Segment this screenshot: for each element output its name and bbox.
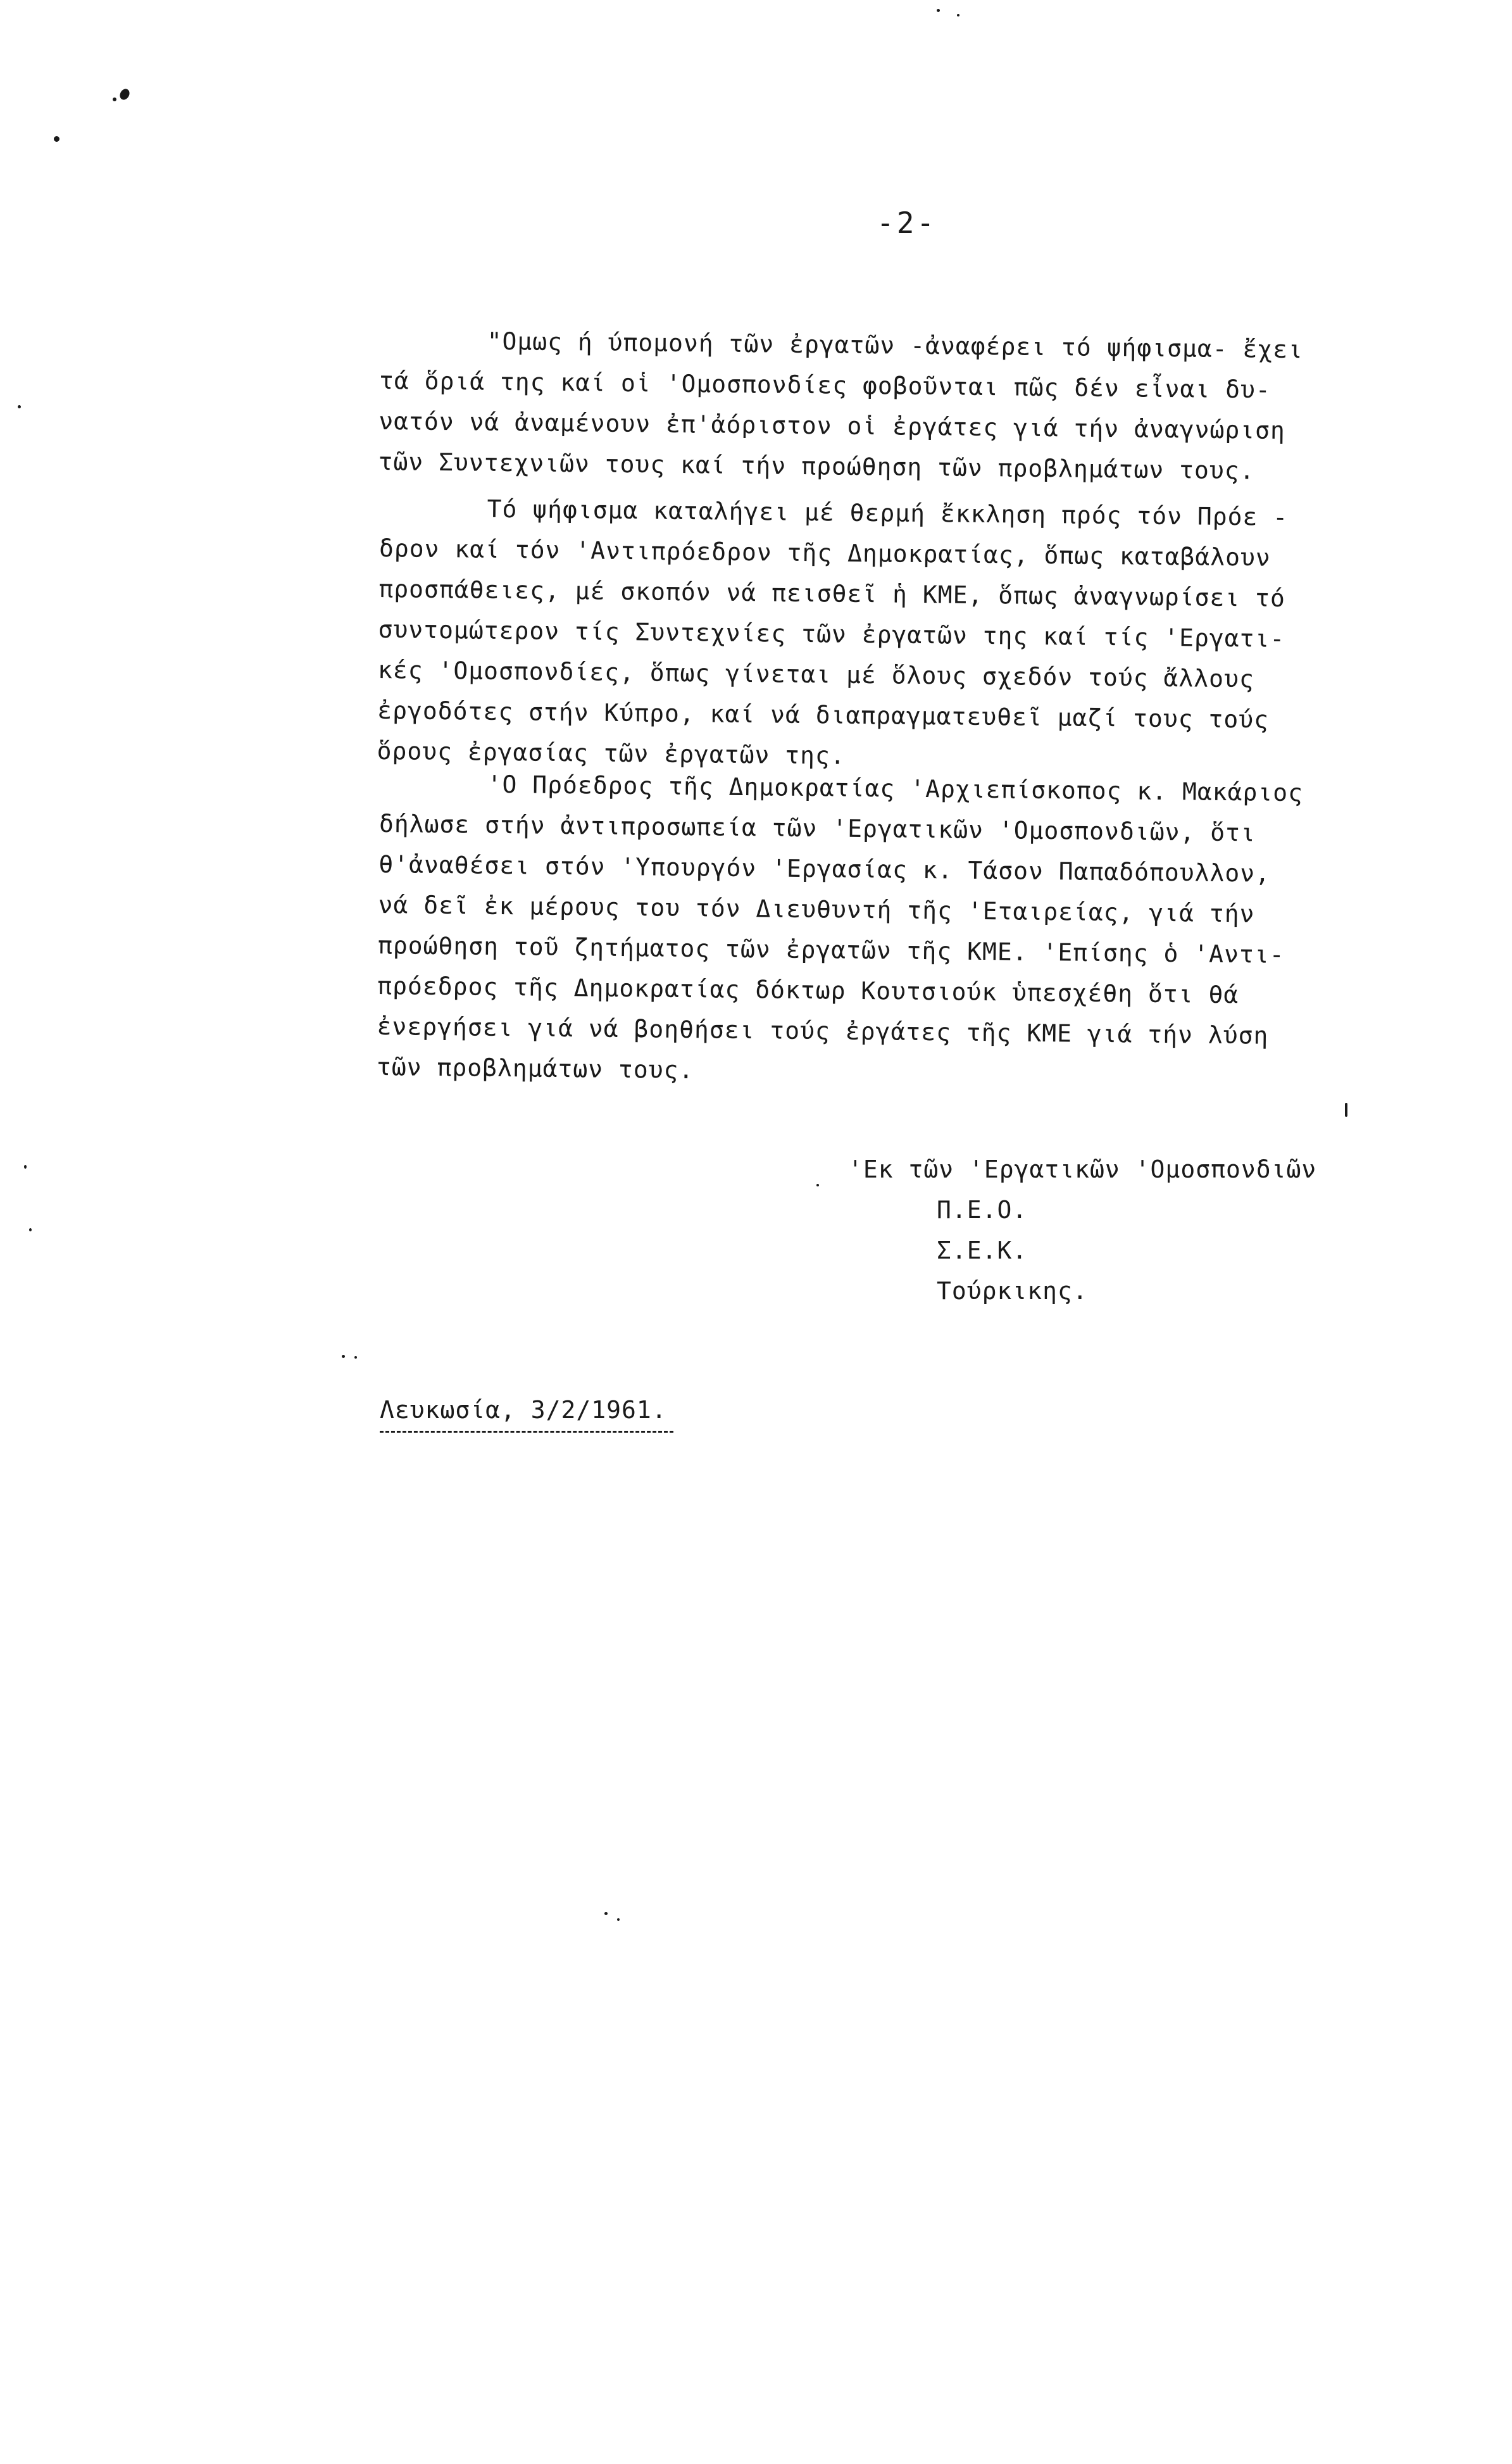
paragraph-line: ὅρους ἐργασίας τῶν ἐργατῶν της. xyxy=(377,736,846,770)
scan-speck xyxy=(816,1184,819,1186)
scan-speck xyxy=(617,1918,620,1921)
paragraph-line: δρον καί τόν 'Αντιπρόεδρον τῆς Δημοκρατίας, ὅπως καταβάλουν xyxy=(378,534,1271,572)
scan-speck xyxy=(24,1165,27,1169)
scan-speck xyxy=(118,87,131,102)
paragraph-president-statement xyxy=(377,763,1418,1098)
paragraph-line: "Ομως ή ύπομονή τῶν ἐργατῶν -ἀναφέρει τό ψήφισμα- ἔχει xyxy=(487,327,1304,364)
dateline-underline xyxy=(380,1431,673,1433)
paragraph-line: Τό ψήφισμα καταλήγει μέ θερμή ἔκκληση πρός τόν Πρόε - xyxy=(487,494,1289,532)
scan-speck xyxy=(29,1228,32,1231)
scan-speck xyxy=(113,97,116,101)
scan-speck xyxy=(937,9,940,12)
paragraph-line: νατόν νά ἀναμένουν ἐπ'ἀόριστον οἱ ἐργάτες γιά τήν ἀναγνώριση xyxy=(378,406,1286,444)
scan-speck xyxy=(1345,1103,1347,1117)
signature-org-sek: Σ.Ε.Κ. xyxy=(937,1236,1028,1264)
paragraph-line: δήλωσε στήν ἀντιπροσωπεία τῶν 'Εργατικῶν 'Ομοσπονδιῶν, ὅτι xyxy=(378,809,1256,847)
paragraph-line: προσπάθειες, μέ σκοπόν νά πεισθεῖ ἡ ΚΜΕ, ὅπως ἀναγνωρίσει τό xyxy=(378,574,1286,612)
paragraph-line: κές 'Ομοσπονδίες, ὅπως γίνεται μέ ὅλους σχεδόν τούς ἄλλους xyxy=(377,655,1255,693)
dateline xyxy=(380,1396,667,1424)
dateline-text: Λευκωσία, 3/2/1961. xyxy=(380,1396,667,1424)
paragraph-line: ἐνεργήσει γιά νά βοηθήσει τούς ἐργάτες τῆς ΚΜΕ γιά τήν λύση xyxy=(377,1012,1269,1050)
scan-speck xyxy=(18,405,21,408)
paragraph-line: θ'ἀναθέσει στόν 'Υπουργόν 'Εργασίας κ. Τάσον Παπαδόπουλλον, xyxy=(378,850,1271,888)
paragraph-line: τά ὅριά της καί οἱ 'Ομοσπονδίες φοβοῦνται πῶς δέν εἶναι δυ- xyxy=(378,366,1271,404)
paragraph-line: νά δεῖ ἐκ μέρους του τόν Διευθυντή τῆς 'Εταιρείας, γιά τήν xyxy=(378,890,1255,928)
scan-speck xyxy=(354,1356,357,1359)
paragraph-line: προώθηση τοῦ ζητήματος τῶν ἐργατῶν τῆς ΚΜΕ. 'Επίσης ὁ 'Αντι- xyxy=(377,931,1285,969)
paragraph-line: συντομώτερον τίς Συντεχνίες τῶν ἐργατῶν της καί τίς 'Εργατι- xyxy=(378,615,1285,653)
signature-from: 'Εκ τῶν 'Εργατικῶν 'Ομοσπονδιῶν xyxy=(848,1155,1317,1183)
scan-speck xyxy=(54,136,59,142)
scan-speck xyxy=(604,1912,608,1915)
signature-org-peo: Π.Ε.Ο. xyxy=(937,1196,1028,1224)
scan-speck xyxy=(957,14,959,16)
scan-speck xyxy=(342,1355,345,1358)
paragraph-resolution-appeal xyxy=(377,487,1418,782)
paragraph-line: τῶν προβλημάτων τους. xyxy=(376,1052,694,1084)
page-number: -2- xyxy=(877,206,937,240)
paragraph-line: ἐργοδότες στήν Κύπρο, καί νά διαπραγματευθεῖ μαζί τους τούς xyxy=(377,696,1270,734)
signature-block xyxy=(848,1149,1316,1311)
paragraph-line: πρόεδρος τῆς Δημοκρατίας δόκτωρ Κουτσιούκ ὑπεσχέθη ὅτι θά xyxy=(377,971,1239,1009)
paragraph-resolution-patience xyxy=(378,320,1418,493)
signature-org-turkish: Τούρκικης. xyxy=(937,1277,1088,1305)
paragraph-line: 'Ο Πρόεδρος τῆς Δημοκρατίας 'Αρχιεπίσκοπος κ. Μακάριος xyxy=(487,770,1304,807)
paragraph-line: τῶν Συντεχνιῶν τους καί τήν προώθηση τῶν προβλημάτων τους. xyxy=(378,447,1255,485)
